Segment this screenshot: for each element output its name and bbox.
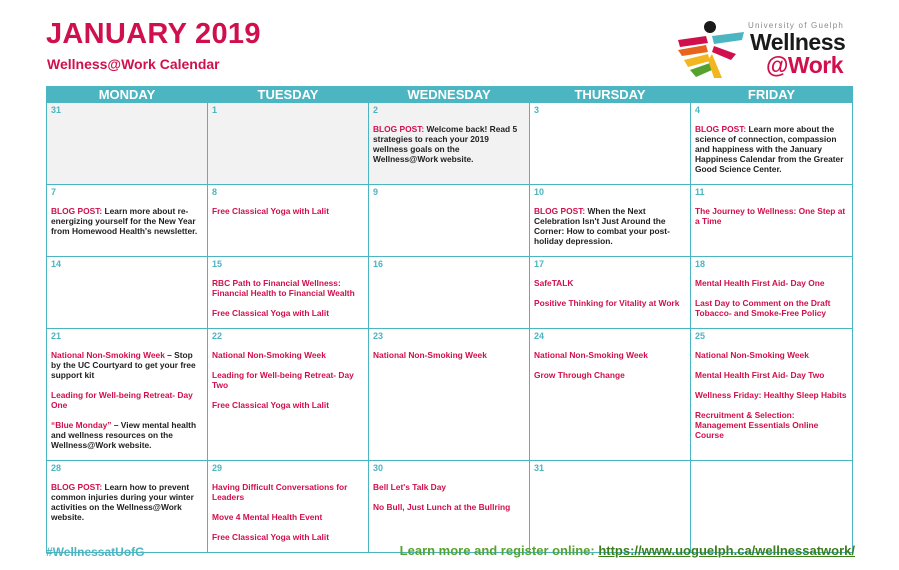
event-text: Leading for Well-being Retreat- Day Two xyxy=(212,370,354,390)
day-cell xyxy=(369,257,530,329)
event-text: Learn how to prevent common injuries during your winter activities on the Wellness@Work website. xyxy=(51,482,194,522)
day-cell xyxy=(530,257,691,329)
day-number: 4 xyxy=(695,105,701,115)
event-label: BLOG POST: xyxy=(695,124,747,134)
day-number: 17 xyxy=(534,259,545,269)
day-number: 29 xyxy=(212,463,223,473)
week-row xyxy=(47,461,853,553)
wellness-at-work-logo xyxy=(676,18,856,80)
day-cell xyxy=(208,329,369,461)
day-cell xyxy=(369,461,530,553)
day-cell xyxy=(691,103,853,185)
day-number: 8 xyxy=(212,187,218,197)
event-text: Recruitment & Selection: Management Essentials Online Course xyxy=(695,410,819,440)
day-cell xyxy=(369,329,530,461)
event-text: National Non-Smoking Week xyxy=(695,350,809,360)
event-text: Welcome back! Read 5 strategies to reach your 2019 wellness goals on the Wellness@Work website. xyxy=(373,124,518,164)
day-cell xyxy=(530,185,691,257)
day-number: 2 xyxy=(373,105,379,115)
calendar-event xyxy=(212,532,364,542)
day-cell xyxy=(47,461,208,553)
calendar-event xyxy=(534,206,686,246)
event-label: BLOG POST: xyxy=(373,124,425,134)
logo-atwork-text: @Work xyxy=(766,52,844,78)
day-cell xyxy=(369,185,530,257)
week-row xyxy=(47,257,853,329)
day-number: 15 xyxy=(212,259,223,269)
day-header-monday: MONDAY xyxy=(47,87,208,103)
day-number: 14 xyxy=(51,259,62,269)
event-text: Move 4 Mental Health Event xyxy=(212,512,323,522)
day-cell xyxy=(208,257,369,329)
day-number: 31 xyxy=(51,105,62,115)
event-label: BLOG POST: xyxy=(534,206,586,216)
calendar-event xyxy=(373,350,525,360)
event-label: BLOG POST: xyxy=(51,482,103,492)
logo-wellness-text: Wellness xyxy=(750,29,846,55)
day-number: 25 xyxy=(695,331,706,341)
event-text: Free Classical Yoga with Lalit xyxy=(212,532,329,542)
event-text: SafeTALK xyxy=(534,278,574,288)
event-text: Learn more about the science of connection, compassion and happiness with the January Happiness Calendar from the Greater Good Science Center. xyxy=(695,124,844,174)
day-number: 30 xyxy=(373,463,384,473)
calendar-event xyxy=(695,278,848,288)
day-cell xyxy=(208,103,369,185)
calendar-event xyxy=(534,370,686,380)
day-number: 21 xyxy=(51,331,62,341)
calendar-event xyxy=(51,420,203,450)
day-number: 9 xyxy=(373,187,379,197)
calendar-event xyxy=(695,410,848,440)
day-cell xyxy=(208,185,369,257)
event-text: National Non-Smoking Week xyxy=(534,350,648,360)
day-number: 24 xyxy=(534,331,545,341)
day-cell xyxy=(691,257,853,329)
day-header-wednesday: WEDNESDAY xyxy=(369,87,530,103)
calendar-event xyxy=(212,350,364,360)
weekday-header-row xyxy=(47,87,853,103)
calendar-event xyxy=(373,502,525,512)
day-cell xyxy=(530,329,691,461)
event-text: Grow Through Change xyxy=(534,370,625,380)
day-cell xyxy=(691,329,853,461)
calendar-event xyxy=(212,308,364,318)
calendar-event xyxy=(212,400,364,410)
calendar-event xyxy=(373,124,525,164)
calendar-event xyxy=(51,206,203,236)
day-number: 16 xyxy=(373,259,384,269)
week-row xyxy=(47,329,853,461)
day-cell xyxy=(530,461,691,553)
calendar-event xyxy=(51,390,203,410)
day-number: 23 xyxy=(373,331,384,341)
register-info xyxy=(400,543,855,558)
calendar-event xyxy=(534,278,686,288)
day-number: 18 xyxy=(695,259,706,269)
calendar-event xyxy=(695,370,848,380)
event-text: National Non-Smoking Week xyxy=(212,350,326,360)
calendar-event xyxy=(534,298,686,308)
calendar-event xyxy=(212,206,364,216)
event-text: Mental Health First Aid- Day One xyxy=(695,278,825,288)
event-text: When the Next Celebration Isn't Just Around the Corner: How to combat your post-holiday depression. xyxy=(534,206,670,246)
event-text: – View mental health and wellness resources on the Wellness@Work website. xyxy=(51,420,197,450)
event-text: Mental Health First Aid- Day Two xyxy=(695,370,825,380)
calendar-event xyxy=(51,482,203,522)
week-row xyxy=(47,103,853,185)
event-text: Free Classical Yoga with Lalit xyxy=(212,206,329,216)
calendar-event xyxy=(212,278,364,298)
day-cell xyxy=(47,185,208,257)
calendar-event xyxy=(212,370,364,390)
event-text: RBC Path to Financial Wellness: Financial Health to Financial Wealth xyxy=(212,278,355,298)
day-number: 28 xyxy=(51,463,62,473)
week-row xyxy=(47,185,853,257)
hashtag: #WellnessatUofG xyxy=(46,545,145,559)
day-cell xyxy=(691,185,853,257)
logo-university-text: University of Guelph xyxy=(748,21,845,30)
event-label: “Blue Monday” xyxy=(51,420,112,430)
day-number: 7 xyxy=(51,187,57,197)
event-text: Free Classical Yoga with Lalit xyxy=(212,308,329,318)
day-cell xyxy=(47,103,208,185)
calendar-table xyxy=(46,86,853,553)
day-number: 22 xyxy=(212,331,223,341)
day-number: 31 xyxy=(534,463,545,473)
figure-logo-icon xyxy=(676,20,748,80)
calendar-event xyxy=(212,512,364,522)
calendar-event xyxy=(695,390,848,400)
calendar-event xyxy=(695,124,848,174)
day-cell xyxy=(530,103,691,185)
event-label: BLOG POST: xyxy=(51,206,103,216)
day-number: 3 xyxy=(534,105,540,115)
event-text: Having Difficult Conversations for Leaders xyxy=(212,482,348,502)
day-header-thursday: THURSDAY xyxy=(530,87,691,103)
calendar-event xyxy=(212,482,364,502)
calendar-event xyxy=(373,482,525,492)
calendar-event xyxy=(534,350,686,360)
event-text: The Journey to Wellness: One Step at a Time xyxy=(695,206,846,226)
day-cell xyxy=(691,461,853,553)
calendar-event xyxy=(695,350,848,360)
event-text: National Non-Smoking Week xyxy=(373,350,487,360)
event-text: Wellness Friday: Healthy Sleep Habits xyxy=(695,390,847,400)
day-header-friday: FRIDAY xyxy=(691,87,853,103)
register-link[interactable]: https://www.uoguelph.ca/wellnessatwork/ xyxy=(598,543,855,558)
register-text: Learn more and register online: xyxy=(399,543,599,558)
day-cell xyxy=(369,103,530,185)
event-text: Leading for Well-being Retreat- Day One xyxy=(51,390,193,410)
day-number: 11 xyxy=(695,187,705,197)
event-text: Free Classical Yoga with Lalit xyxy=(212,400,329,410)
event-text: Bell Let's Talk Day xyxy=(373,482,447,492)
day-number: 10 xyxy=(534,187,545,197)
day-number: 1 xyxy=(212,105,218,115)
event-text: No Bull, Just Lunch at the Bullring xyxy=(373,502,511,512)
event-label: National Non-Smoking Week xyxy=(51,350,165,360)
page-title: JANUARY 2019 xyxy=(46,18,261,50)
calendar-event xyxy=(51,350,203,380)
event-text: – Stop by the UC Courtyard to get your free support kit xyxy=(51,350,196,380)
day-cell xyxy=(47,329,208,461)
day-header-tuesday: TUESDAY xyxy=(208,87,369,103)
day-cell xyxy=(208,461,369,553)
day-cell xyxy=(47,257,208,329)
calendar-event xyxy=(695,206,848,226)
event-text: Last Day to Comment on the Draft Tobacco- and Smoke-Free Policy xyxy=(695,298,831,318)
event-text: Learn more about re-energizing yourself for the New Year from Homewood Health's newsletter. xyxy=(51,206,198,236)
page-subtitle: Wellness@Work Calendar xyxy=(47,56,220,72)
calendar-event xyxy=(695,298,848,318)
event-text: Positive Thinking for Vitality at Work xyxy=(534,298,680,308)
